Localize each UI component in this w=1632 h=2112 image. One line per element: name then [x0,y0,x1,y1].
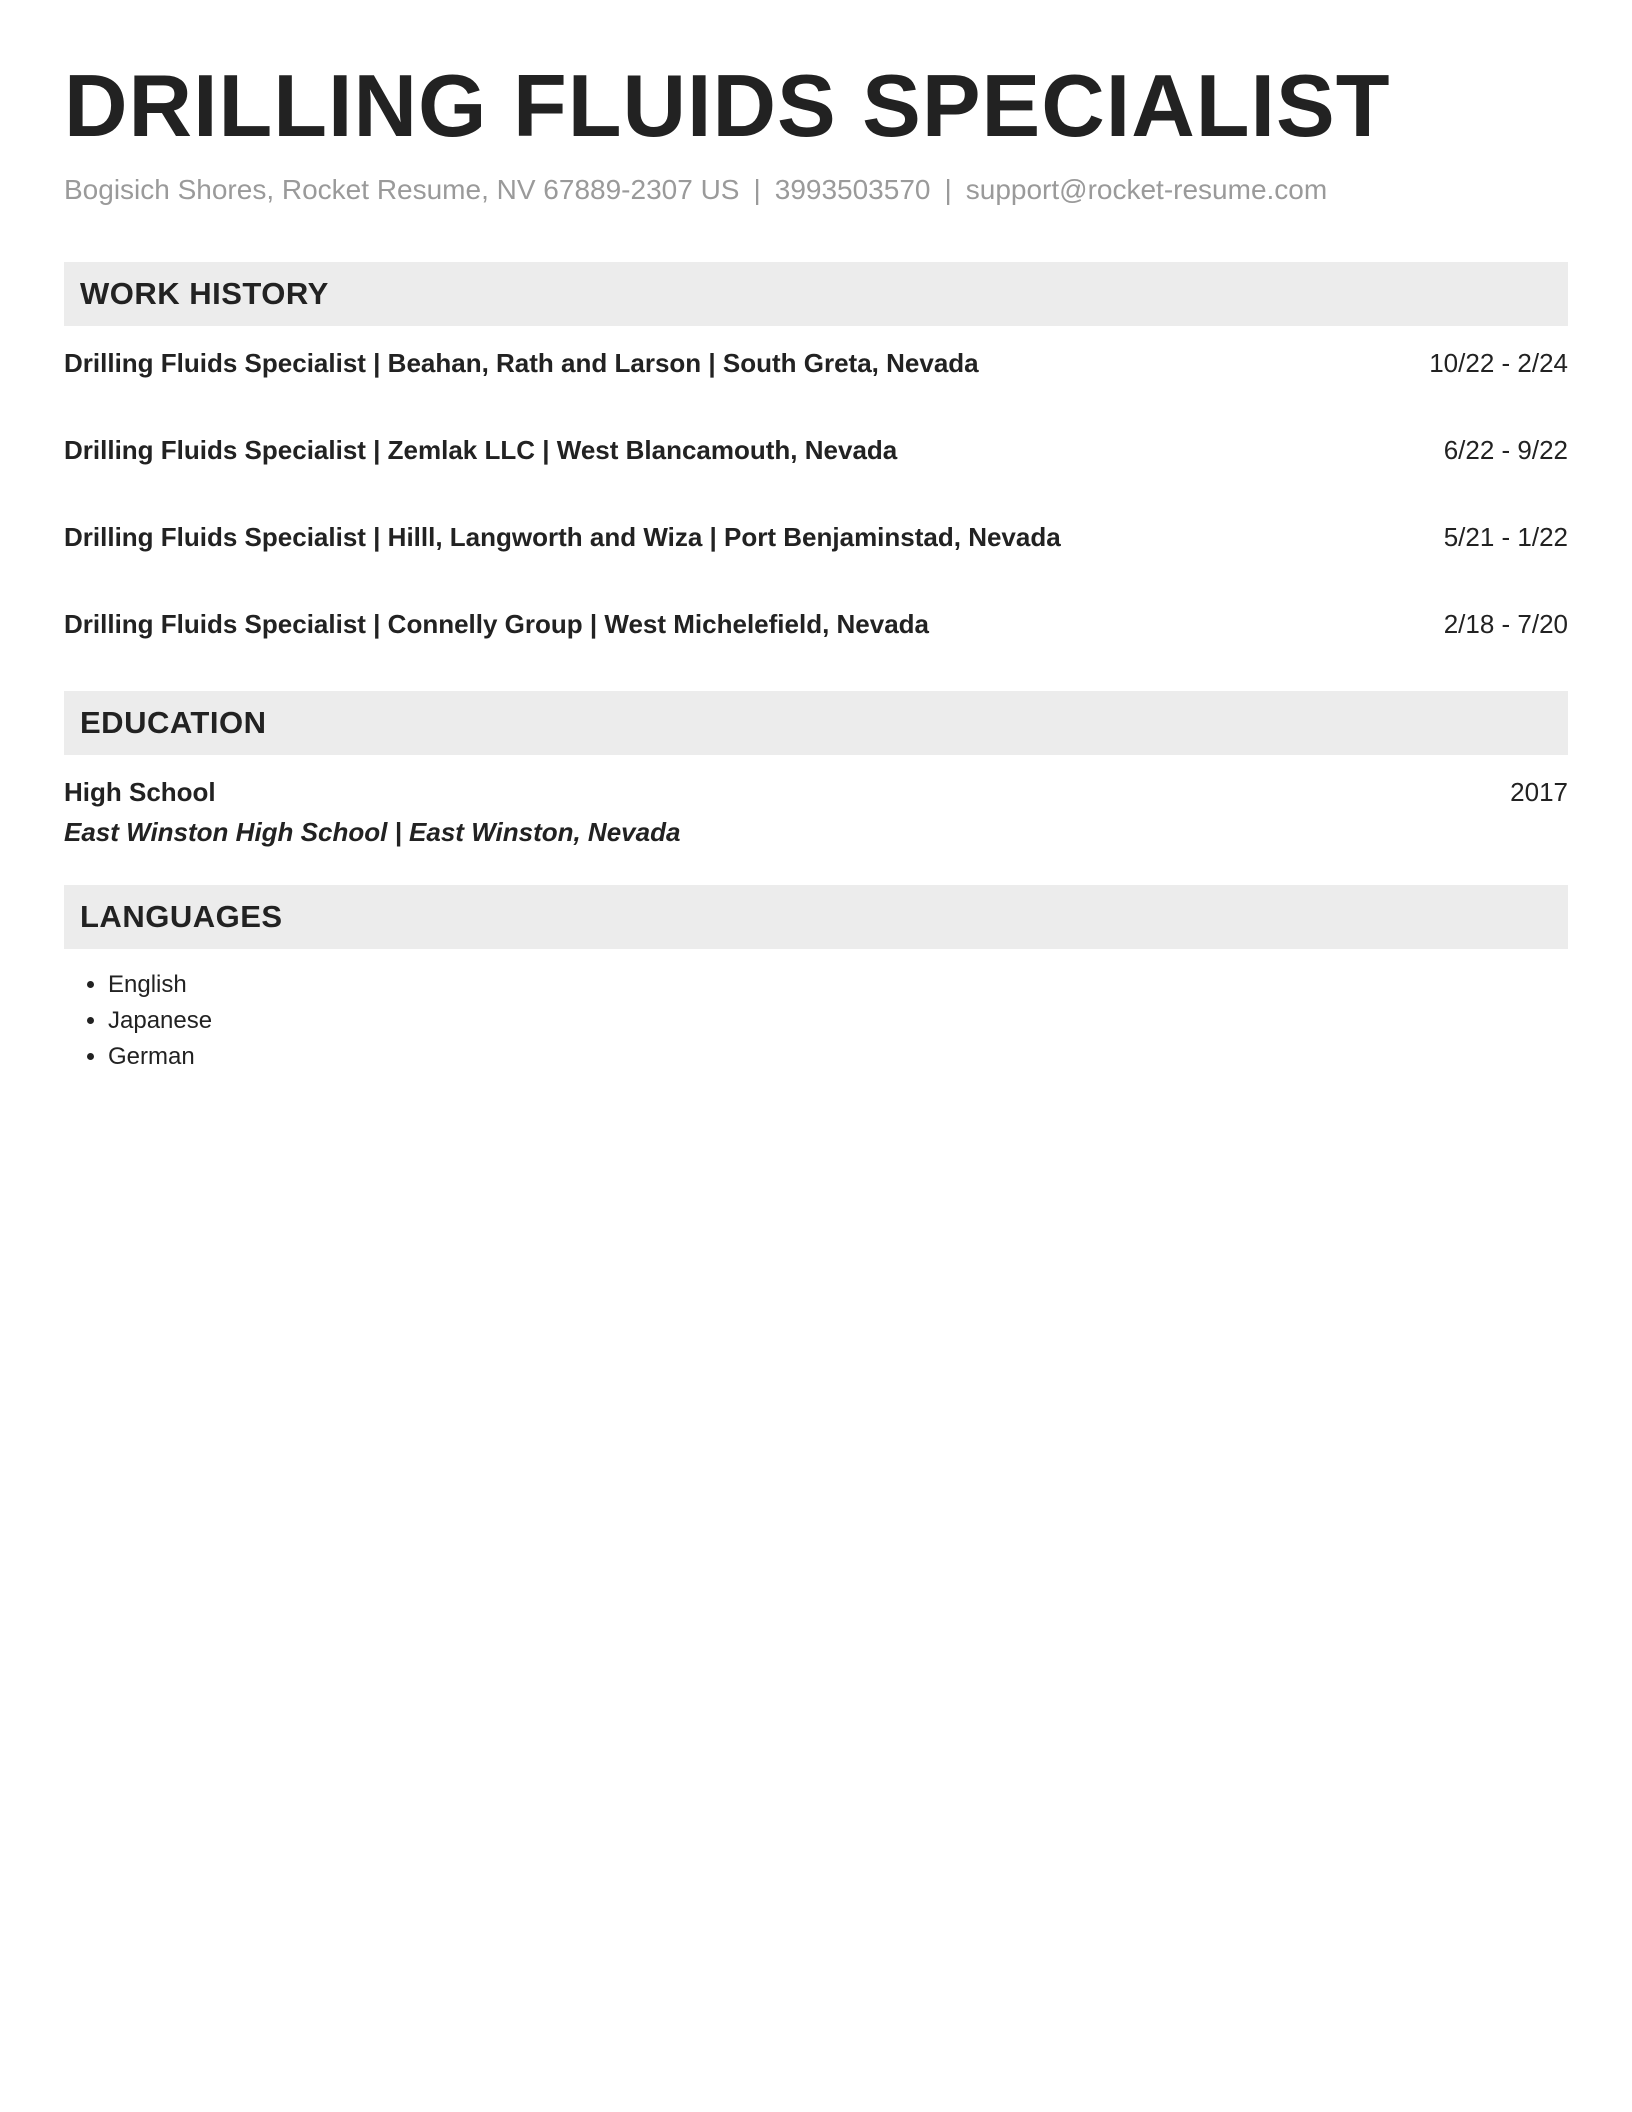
education-section [64,691,1568,849]
languages-list [64,967,1568,1075]
languages-heading: LANGUAGES [64,885,1568,949]
education-row [64,775,1568,809]
job-entry [64,346,1568,380]
job-dates: 2/18 - 7/20 [1443,609,1568,639]
job-dates: 6/22 - 9/22 [1443,435,1568,465]
contact-email: support@rocket-resume.com [965,174,1328,205]
job-entry [64,520,1568,554]
language-item: • Japanese [108,1003,1568,1039]
job-dates: 5/21 - 1/22 [1443,522,1568,552]
job-title: Drilling Fluids Specialist | Hilll, Langworth and Wiza | Port Benjaminstad, Nevada [64,522,1061,552]
job-list [64,326,1568,641]
education-year: 2017 [1510,777,1568,807]
job-dates: 10/22 - 2/24 [1429,348,1568,378]
work-history-heading: WORK HISTORY [64,262,1568,326]
job-entry [64,607,1568,641]
language-item: • English [108,967,1568,1003]
job-title: Drilling Fluids Specialist | Connelly Group | West Michelefield, Nevada [64,609,930,639]
contact-address: Bogisich Shores, Rocket Resume, NV 67889-2307 US [64,174,740,205]
contact-line [64,172,1568,208]
languages-section [64,885,1568,1075]
job-title: Drilling Fluids Specialist | Zemlak LLC | West Blancamouth, Nevada [64,435,898,465]
education-school: East Winston High School | East Winston, Nevada [64,817,681,847]
job-title: Drilling Fluids Specialist | Beahan, Rath and Larson | South Greta, Nevada [64,348,979,378]
education-entry [64,755,1568,849]
contact-separator: | [753,174,761,205]
job-entry [64,433,1568,467]
education-heading: EDUCATION [64,691,1568,755]
contact-separator: | [944,174,952,205]
resume-title: DRILLING FLUIDS SPECIALIST [64,56,1391,155]
language-item: • German [108,1039,1568,1075]
education-degree: High School [64,777,216,807]
contact-phone: 3993503570 [774,174,931,205]
work-history-section [64,262,1568,641]
